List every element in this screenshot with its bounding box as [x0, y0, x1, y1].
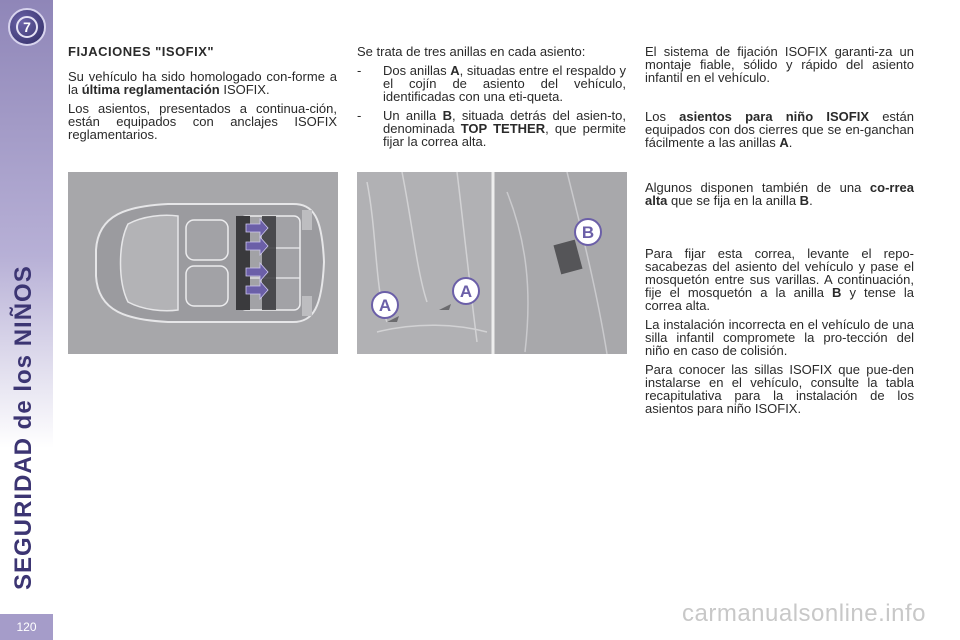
text-run: ISOFIX. — [219, 82, 270, 97]
bold-run: B — [832, 285, 842, 300]
car-diagram — [68, 172, 338, 354]
chapter-title: SEGURIDAD de los NIÑOS — [10, 265, 37, 590]
bold-run: A — [779, 135, 789, 150]
bold-run: B — [442, 108, 452, 123]
ring-a-label-1 — [372, 292, 398, 318]
text-run: , situadas entre el respaldo y el cojín de asiento del vehículo, identificadas con una eti-queta. — [383, 63, 626, 104]
rings-diagram — [357, 172, 627, 354]
text-run: Dos anillas — [383, 63, 451, 78]
paragraph-top-strap — [645, 181, 914, 207]
chapter-badge — [8, 8, 46, 46]
chapter-sidebar — [0, 0, 53, 640]
chapter-number: 7 — [16, 16, 38, 38]
text-run: Para fijar esta correa, levante el repo-sacabezas del asiento del vehículo y pase el mosquetón entre sus varillas. A continuación, fije el mosquetón a la anilla — [645, 246, 914, 300]
text-run: Un anilla — [383, 108, 443, 123]
paragraph-system: El sistema de fijación ISOFIX garanti-za un montaje fiable, sólido y rápido del asiento infantil en el vehículo. — [645, 44, 914, 85]
section-heading: FIJACIONES "ISOFIX" — [68, 44, 215, 59]
bold-run: B — [799, 193, 810, 208]
bold-run: asientos para niño ISOFIX — [679, 109, 869, 124]
list-dash: - — [357, 108, 362, 123]
bold-run: última reglamentación — [81, 82, 220, 97]
ring-b-label — [575, 219, 601, 245]
column-1 — [68, 45, 337, 147]
bold-run: A — [450, 63, 460, 78]
paragraph-homologation — [68, 70, 337, 96]
watermark: carmanualsonline.info — [682, 600, 926, 627]
text-run: Algunos disponen también de una — [645, 180, 870, 195]
list-text — [383, 64, 626, 103]
car-top-view-illustration — [68, 172, 338, 354]
svg-text:A: A — [378, 296, 392, 315]
text-run: , situada detrás del asien-to, denominada — [383, 108, 626, 136]
page-number: 120 — [0, 614, 53, 640]
paragraph-isofix-seats — [645, 110, 914, 149]
ring-a-label-2 — [453, 278, 479, 304]
paragraph-seats: Los asientos, presentados a continua-ción, están equipados con anclajes ISOFIX reglamentarios. — [68, 101, 337, 142]
text-run: y tense la correa alta. — [645, 285, 914, 313]
paragraph-warning: La instalación incorrecta en el vehículo de una silla infantil compromete la pro-tección del niño en caso de colisión. — [645, 317, 914, 358]
text-run: , que permite fijar la correa alta. — [383, 121, 627, 149]
text-run: Su vehículo ha sido homologado con-forme a la — [68, 69, 337, 97]
text-run: . — [788, 135, 793, 150]
text-run: que se fija en la anilla — [667, 193, 800, 208]
bold-run: TOP TETHER — [460, 121, 546, 136]
column-3 — [645, 45, 914, 421]
paragraph-fit-strap — [645, 247, 914, 312]
anchor-rings-illustration — [357, 172, 627, 354]
svg-text:B: B — [581, 223, 595, 242]
list-item — [357, 64, 626, 103]
list-dash: - — [357, 63, 362, 78]
text-run: Los — [645, 109, 680, 124]
column-2 — [357, 45, 626, 154]
list-item — [357, 109, 626, 148]
text-run: están equipados con dos cierres que se en-ganchan fácilmente a las anillas — [645, 109, 914, 150]
paragraph-table-reference: Para conocer las sillas ISOFIX que pue-den instalarse en el vehículo, consulte la tabla recapitulativa para la instalación de los asientos para niño ISOFIX. — [645, 362, 914, 416]
list-text — [383, 109, 626, 148]
text-run: . — [809, 193, 813, 208]
svg-text:A: A — [459, 282, 473, 301]
rings-intro: Se trata de tres anillas en cada asiento: — [357, 44, 586, 59]
bold-run: co-rrea alta — [645, 180, 914, 208]
